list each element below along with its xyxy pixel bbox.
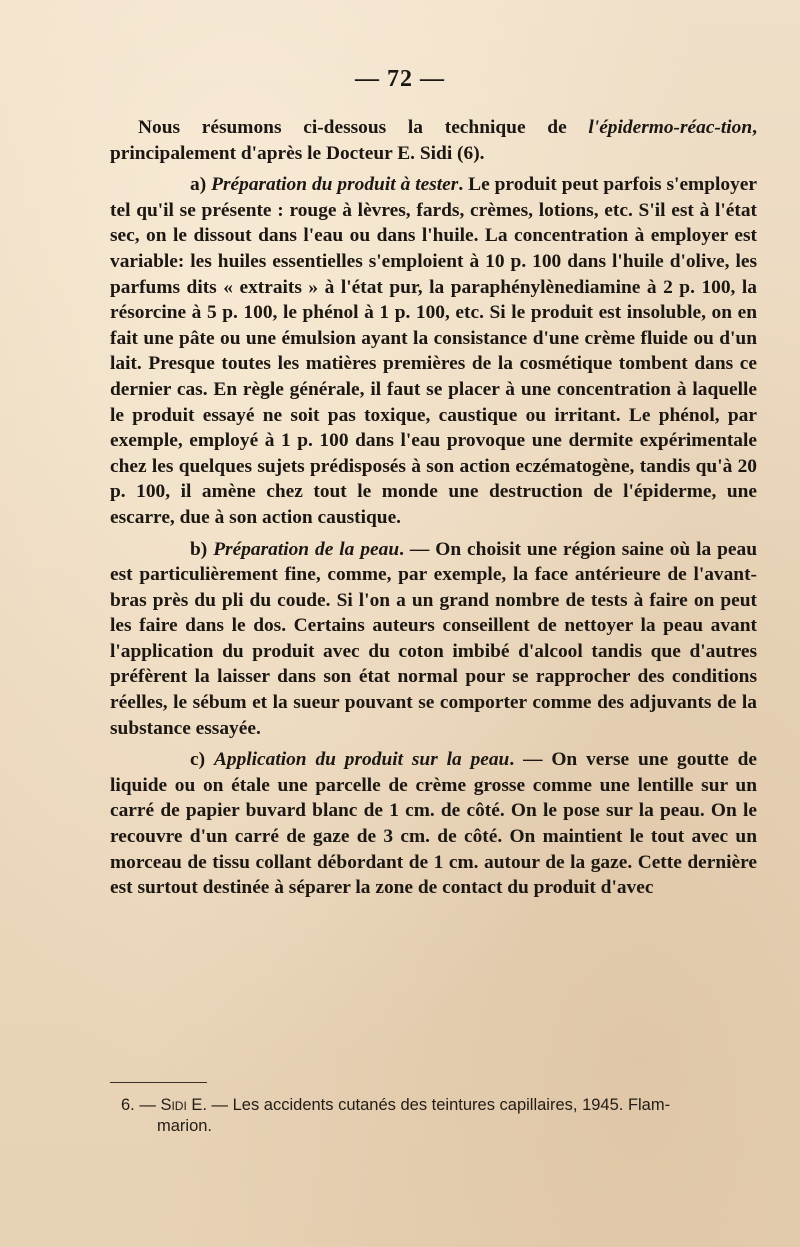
section-c-title: Application du produit sur la peau: [213, 749, 510, 771]
section-c-body: . — On verse une goutte de liquide ou on étale une parcelle de crème grosse comme une lentille sur un carré de papier buvard blanc de 1 cm. de côté. On le pose sur la peau. On le recouvre d'un carré de gaze de 3 cm. de côté. On maintient le tout avec un morceau de tissu collant débordant de 1 cm. autour de la gaze. Cette dernière est surtout destinée à séparer la zone de contact du produit d'avec: [110, 749, 757, 899]
section-b-label: b): [190, 538, 214, 560]
intro-emphasis: l'épidermo-réac-tion: [588, 117, 753, 138]
section-c-paragraph: [110, 747, 757, 901]
footnote-marker: 6. —: [121, 1096, 161, 1114]
footnote: [121, 1095, 761, 1137]
section-a-label: a): [190, 174, 212, 196]
footnote-text: E. — Les accidents cutanés des teintures capillaires, 1945. Flam-: [186, 1096, 671, 1114]
page-number: — 72 —: [355, 66, 445, 92]
intro-text-1: Nous résumons ci-dessous la technique de: [138, 117, 589, 138]
intro-paragraph: [110, 115, 757, 166]
footnote-author: Sidi: [160, 1096, 187, 1114]
section-a-body: . Le produit peut parfois s'employer tel qu'il se présente : rouge à lèvres, fards, crèmes, lotions, etc. S'il est à l'état sec, on le dissout dans l'eau ou dans l'huile. La concentration à employer est variable: les huiles essentielles s'emploient à 10 p. 100 dans l'huile d'olive, les parfums dits « extraits » à l'état pur, la paraphénylènediamine à 2 p. 100, la résorcine à 5 p. 100, le phénol à 1 p. 100, etc. Si le produit est insoluble, on en fait une pâte ou une émulsion ayant la consistance d'une crème fluide ou d'un lait. Presque toutes les matières premières de la cosmétique tombent dans ce dernier cas. En règle générale, il faut se placer à une concentration à laquelle le produit essayé ne soit pas toxique, caustique ou irritant. Le phénol, par exemple, employé à 1 p. 100 dans l'eau provoque une dermite expérimentale chez les quelques sujets prédisposés à son action eczématogène, tandis qu'à 20 p. 100, il amène chez tout le monde une destruction de l'épiderme, une escarre, due à son action caustique.: [110, 174, 757, 528]
body-text: [110, 115, 757, 901]
section-a-title: Préparation du produit à tester: [211, 174, 459, 196]
section-c-label: c): [190, 749, 214, 771]
footnote-continuation: marion.: [157, 1117, 213, 1135]
section-b-body: . — On choisit une région saine où la peau est particulièrement fine, comme, par exemple, la face antérieure de l'avant-bras près du pli du coude. Si l'on a un grand nombre de tests à faire on peut les faire dans le dos. Certains auteurs conseillent de nettoyer la peau avant l'application du produit avec du coton imbibé d'alcool tandis que d'autres préfèrent la laisser dans son état normal pour se rapprocher des conditions réelles, le sébum et la sueur pouvant se comporter comme des adjuvants de la substance essayée.: [110, 538, 758, 739]
section-b-title: Préparation de la peau: [213, 538, 400, 560]
intro-text-2: , principalement d'après le Docteur E. Sidi (6).: [110, 117, 757, 164]
section-b-paragraph: [110, 537, 757, 742]
section-a-paragraph: [110, 172, 757, 530]
footnote-divider: [110, 1082, 207, 1083]
